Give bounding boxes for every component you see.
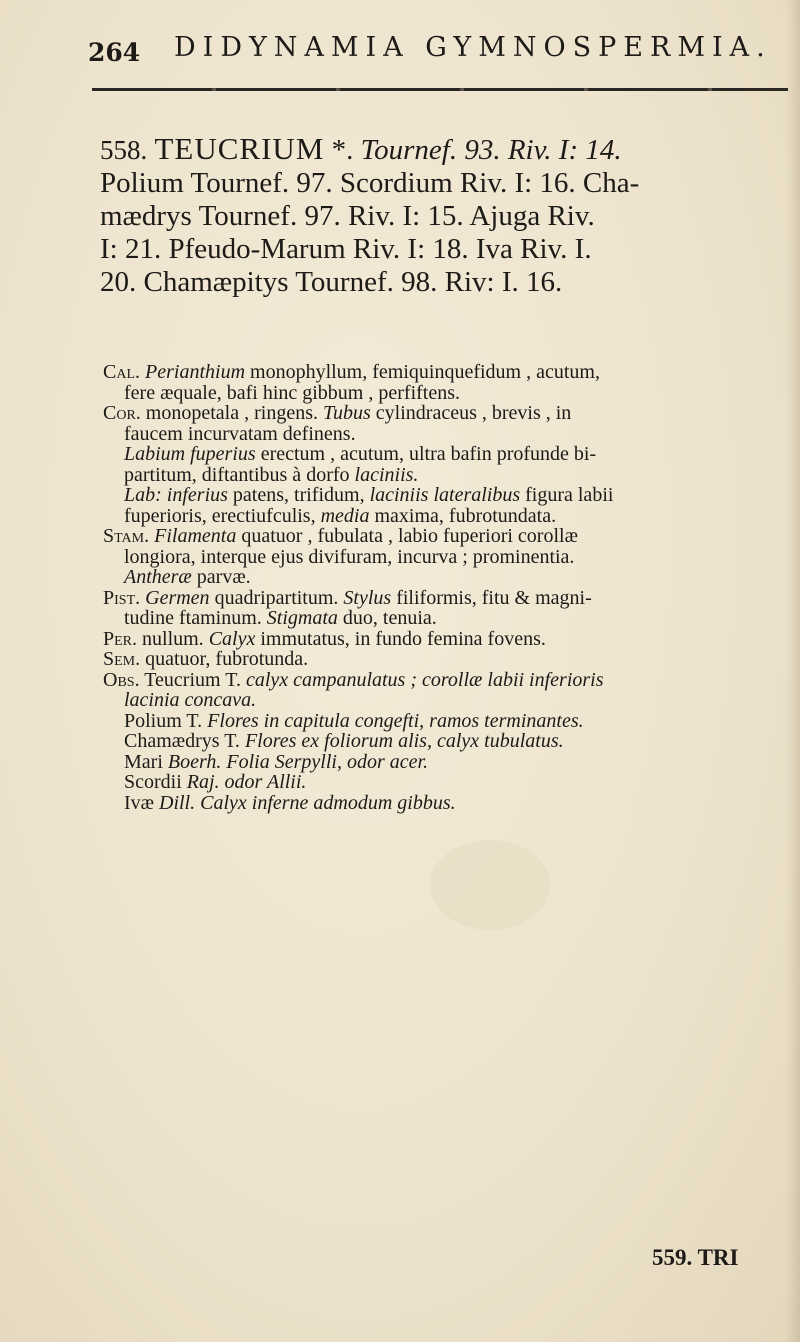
genus-number: 558. — [100, 135, 148, 165]
text: tudine ftaminum. — [124, 607, 262, 629]
term: Germen — [145, 586, 210, 609]
term: Filamenta — [154, 525, 237, 547]
paper-stain — [430, 840, 550, 930]
text: maxima, fubrotundata. — [374, 504, 557, 527]
term: Stylus — [343, 586, 392, 609]
text: Scordii — [124, 771, 182, 793]
term: Antheræ — [124, 566, 192, 588]
genus-synonym-line: 20. Chamæpitys Tournef. 98. Riv: I. 16. — [100, 266, 563, 298]
term: laciniis. — [354, 463, 419, 486]
text: quadripartitum. — [214, 586, 339, 609]
term: lacinia concava. — [124, 689, 257, 711]
term: Flores in capitula congefti, ramos terminantes. — [207, 709, 584, 732]
desc-line — [103, 649, 793, 670]
text: immutatus, in fundo femina fovens. — [260, 627, 546, 650]
text: partitum, diftantibus à dorfo — [124, 463, 350, 486]
term: laciniis lateralibus — [369, 484, 521, 506]
text: duo, tenuia. — [342, 607, 437, 629]
term: Calyx — [208, 627, 256, 650]
text: erectum , acutum, ultra bafin profunde bi- — [260, 443, 597, 465]
running-head: DIDYNAMIA GYMNOSPERMIA. — [174, 32, 772, 63]
term: Flores ex foliorum alis, calyx tubulatus. — [244, 730, 564, 752]
genus-synonym-line: I: 21. Pfeudo-Marum Riv. I: 18. Iva Riv. I. — [100, 233, 592, 265]
term: Boerh. Folia Serpylli, odor acer. — [167, 750, 429, 773]
genus-line-1 — [100, 132, 790, 167]
genus-heading — [100, 132, 790, 299]
desc-line — [103, 731, 793, 752]
genus-mark: *. — [331, 134, 354, 166]
genus-description — [103, 362, 793, 813]
section-label: Stam. — [103, 525, 150, 547]
text: nullum. — [142, 627, 204, 650]
text: patens, trifidum, — [232, 484, 365, 506]
term: Lab: — [124, 484, 162, 506]
term: Labium fuperius — [124, 443, 256, 465]
desc-line — [103, 362, 793, 383]
genus-name: TEUCRIUM — [154, 131, 325, 166]
term: Raj. odor Allii. — [186, 771, 307, 793]
desc-line — [103, 526, 793, 547]
text: figura labii — [525, 484, 614, 506]
term: corollæ labii inferioris — [422, 668, 604, 691]
desc-line — [103, 588, 793, 609]
text: Teucrium T. — [144, 668, 241, 691]
desc-line — [103, 670, 793, 691]
text: parvæ. — [196, 566, 251, 588]
desc-line: longiora, interque ejus divifuram, incurva ; prominentia. — [124, 545, 575, 568]
desc-line — [103, 506, 793, 527]
text: quatuor, fubrotunda. — [145, 648, 309, 670]
text: Polium T. — [124, 709, 203, 732]
desc-line — [103, 567, 793, 588]
desc-line — [103, 711, 793, 732]
desc-line — [103, 772, 793, 793]
genus-synonym-line: mædrys Tournef. 97. Riv. I: 15. Ajuga Riv. — [100, 200, 595, 232]
text: cylindraceus , brevis , in — [375, 402, 572, 424]
catchword: 559. TRI — [652, 1245, 739, 1270]
desc-line — [103, 793, 793, 814]
desc-line — [103, 485, 793, 506]
term: inferius — [166, 484, 228, 506]
desc-line — [103, 444, 793, 465]
section-label: Cal. — [103, 361, 141, 383]
section-label: Per. — [103, 627, 138, 650]
term: Dill. Calyx inferne admodum gibbus. — [159, 791, 456, 814]
text: fuperioris, erectiufculis, — [124, 504, 316, 527]
text: Chamædrys T. — [124, 730, 240, 752]
desc-line — [103, 608, 793, 629]
term: Tubus — [322, 402, 371, 424]
desc-line — [103, 629, 793, 650]
section-label: Sem. — [103, 648, 141, 670]
section-label: Pist. — [103, 586, 141, 609]
text: filiformis, fitu & magni- — [396, 586, 592, 609]
text: Ivæ — [124, 791, 154, 814]
term: Perianthium — [145, 361, 246, 383]
desc-line: faucem incurvatam definens. — [124, 422, 356, 445]
section-label: Cor. — [103, 402, 141, 424]
text: Mari — [124, 750, 163, 773]
genus-synonym-line: Polium Tournef. 97. Scordium Riv. I: 16. Cha- — [100, 167, 640, 199]
page-number: 264 — [88, 38, 141, 67]
page-header — [88, 28, 788, 68]
term: media — [320, 504, 370, 527]
desc-line: fere æquale, bafi hinc gibbum , perfiftens. — [124, 381, 460, 404]
text: monopetala , ringens. — [145, 402, 318, 424]
desc-line — [103, 403, 793, 424]
text: quatuor , fubulata , labio fuperiori corollæ — [241, 525, 578, 547]
text: monophyllum, femiquinquefidum , acutum, — [250, 361, 600, 383]
genus-reference: Tournef. 93. Riv. I: 14. — [360, 134, 622, 166]
header-rule — [92, 88, 788, 91]
section-label: Obs. — [103, 668, 140, 691]
term: calyx campanulatus ; — [245, 668, 418, 691]
term: Stigmata — [266, 607, 338, 629]
desc-line — [103, 465, 793, 486]
desc-line — [103, 690, 793, 711]
desc-line — [103, 752, 793, 773]
